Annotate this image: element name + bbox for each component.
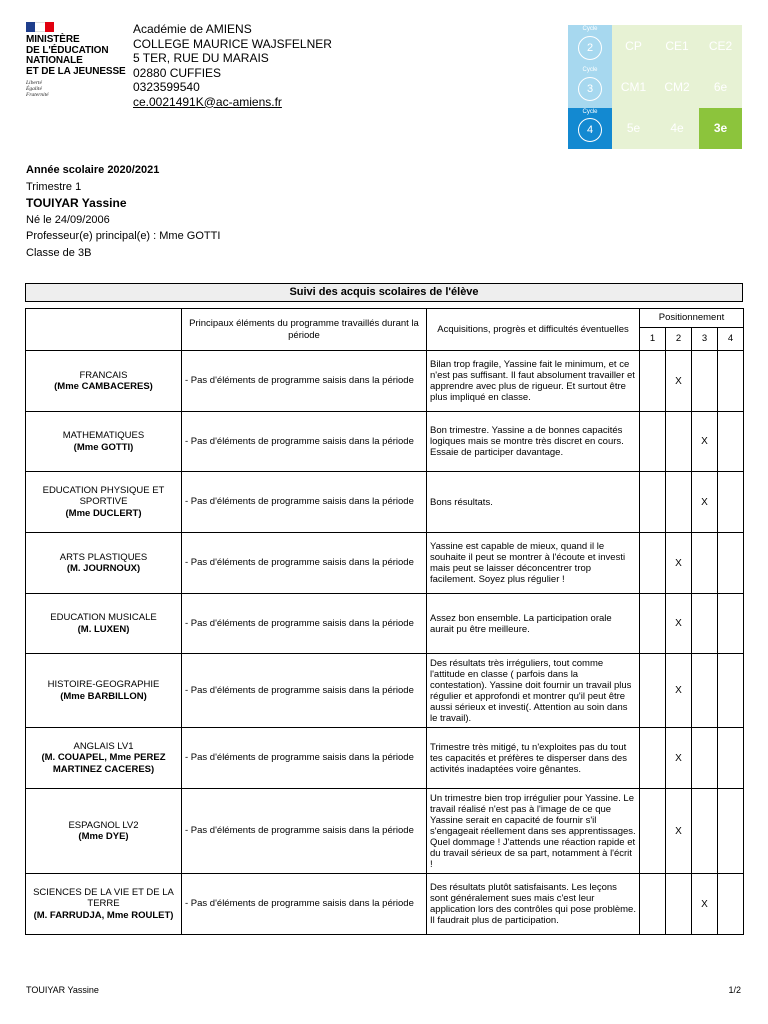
level-1-cell [640,874,666,935]
level-3-cell [692,654,718,728]
level-2-cell: X [666,728,692,789]
table-row [26,874,744,935]
level-1-cell [640,728,666,789]
level-3-cell: X [692,472,718,533]
level-1-cell [640,789,666,874]
level-4-cell [718,412,744,472]
level-2-cell: X [666,594,692,654]
subject-name: ARTS PLASTIQUES [59,551,148,563]
french-flag-icon [26,22,54,32]
school-email-link[interactable]: ce.0021491K@ac-amiens.fr [133,94,282,109]
subject-name: FRANCAIS [79,369,128,381]
program-cell: - Pas d'éléments de programme saisis dans la période [182,351,427,412]
subject-cell [26,654,182,728]
class-name: Classe de 3B [26,246,92,259]
comment-cell: Bons résultats. [427,472,640,533]
footer-student-name: TOUIYAR Yassine [26,985,99,995]
level-3-cell [692,351,718,412]
subject-name: EDUCATION PHYSIQUE ET SPORTIVE [42,484,165,508]
comment-cell: Un trimestre bien trop irrégulier pour Yassine. Le travail réalisé n'est pas à l'image de ce que Yassine serait en capacité de fournir s'il s'engageait réellement dans ses apprentissages. Quel dommage ! J'attends une réaction rapide et du travail sérieux de sa part, notamment à l'écrit ! [427,789,640,874]
school-name: COLLEGE MAURICE WAJSFELNER [133,36,332,51]
subject-name: ANGLAIS LV1 [73,740,134,752]
program-cell: - Pas d'éléments de programme saisis dans la période [182,533,427,594]
level-1-cell [640,412,666,472]
table-row [26,594,744,654]
school-phone: 0323599540 [133,80,200,94]
subject-teacher: (M. LUXEN) [77,623,130,635]
cycle-4-cell: Cycle 4 [568,108,612,149]
subject-teacher: (M. FARRUDJA, Mme ROULET) [33,909,174,921]
level-3-cell: X [692,874,718,935]
school-info [133,22,332,109]
level-2-cell [666,472,692,533]
subject-teacher: (Mme GOTTI) [73,441,134,453]
subject-name: EDUCATION MUSICALE [50,612,157,623]
ministry-name: MINISTÈRE DE L'ÉDUCATION NATIONALE ET DE LA JEUNESSE [26,34,126,77]
grade-cell: 4e [655,108,699,149]
student-name: TOUIYAR Yassine [26,196,127,210]
active-grade-cell: 3e [699,108,742,149]
school-year: Année scolaire 2020/2021 [26,164,160,176]
subject-cell [26,789,182,874]
level-1-cell [640,351,666,412]
level-4-cell [718,874,744,935]
level-3-cell [692,594,718,654]
table-row [26,654,744,728]
cycle-3-badge: 3 [578,77,602,101]
level-2-cell [666,874,692,935]
program-cell: - Pas d'éléments de programme saisis dans la période [182,728,427,789]
level-1-cell [640,654,666,728]
academy-name: Académie de AMIENS [133,22,252,36]
cycle-grid [568,25,742,149]
cycle-2-badge: 2 [578,36,602,60]
table-row [26,789,744,874]
comment-cell: Des résultats plutôt satisfaisants. Les leçons sont généralement sues mais c'est leur application lors des contrôles qui pose problème. Il faudrait plus de participation. [427,874,640,935]
subject-name: MATHEMATIQUES [62,430,145,441]
school-street: 5 TER, RUE DU MARAIS [133,51,269,65]
subject-column-header [26,309,182,351]
level-4-cell [718,533,744,594]
main-teacher: Professeur(e) principal(e) : Mme GOTTI [26,230,221,242]
comment-cell: Assez bon ensemble. La participation orale aurait pu être meilleure. [427,594,640,654]
level-2-cell [666,412,692,472]
table-row [26,472,744,533]
grade-cell: 5e [612,108,655,149]
level-1-cell [640,472,666,533]
level-2-header: 2 [666,328,692,351]
subject-teacher: (Mme CAMBACERES) [54,381,153,392]
subject-teacher: (M. JOURNOUX) [66,563,141,574]
section-title: Suivi des acquis scolaires de l'élève [25,283,743,302]
level-3-cell [692,728,718,789]
level-1-cell [640,594,666,654]
subject-name: HISTOIRE-GEOGRAPHIE [47,679,160,690]
subject-name: ESPAGNOL LV2 [68,819,139,831]
comment-cell: Des résultats très irréguliers, tout comme l'attitude en classe ( parfois dans la contestation). Yassine doit fournir un travail plus régulier et approfondi et montrer qu'il peut être aussi sérieux et investi(. Attention au soin dans le travail). [427,654,640,728]
grade-cell: CP [612,25,655,66]
grade-cell: 6e [699,66,742,107]
grade-cell: CM2 [655,66,699,107]
term: Trimestre 1 [26,180,82,193]
level-4-cell [718,654,744,728]
grade-cell: CE2 [699,25,742,66]
subject-cell [26,351,182,412]
table-row [26,351,744,412]
program-cell: - Pas d'éléments de programme saisis dans la période [182,472,427,533]
subject-cell [26,472,182,533]
subject-cell [26,412,182,472]
subject-teacher: (Mme BARBILLON) [60,690,147,702]
program-cell: - Pas d'éléments de programme saisis dans la période [182,594,427,654]
level-1-header: 1 [640,328,666,351]
level-3-header: 3 [692,328,718,351]
level-2-cell: X [666,789,692,874]
program-cell: - Pas d'éléments de programme saisis dans la période [182,412,427,472]
subject-cell [26,594,182,654]
level-4-cell [718,351,744,412]
republic-motto: Liberté Égalité Fraternité [26,80,49,98]
birth-date: Né le 24/09/2006 [26,213,110,226]
comment-cell: Bon trimestre. Yassine a de bonnes capacités logiques mais se montre très discret en cours. Essaie de participer davantage. [427,412,640,472]
positioning-header: Positionnement [640,309,744,328]
comment-cell: Trimestre très mitigé, tu n'exploites pas du tout tes capacités et préfères te disperser dans des activités inadaptées voire gênantes. [427,728,640,789]
level-3-cell [692,533,718,594]
subject-cell [26,728,182,789]
level-4-cell [718,789,744,874]
level-4-cell [718,472,744,533]
subject-name: SCIENCES DE LA VIE ET DE LA TERRE [33,886,174,910]
level-2-cell: X [666,654,692,728]
cycle-3-cell: Cycle 3 [568,66,612,107]
level-2-cell: X [666,351,692,412]
subject-teacher: (M. COUAPEL, Mme PEREZ MARTINEZ CACERES) [41,752,166,775]
school-city: 02880 CUFFIES [133,65,222,80]
subject-cell [26,533,182,594]
comment-cell: Yassine est capable de mieux, quand il le souhaite il peut se montrer à l'écoute et investi mais peut se laisser déconcentrer trop facilement. Soyez plus régulier ! [427,533,640,594]
program-cell: - Pas d'éléments de programme saisis dans la période [182,874,427,935]
acquisitions-column-header: Acquisitions, progrès et difficultés éventuelles [427,309,640,351]
level-3-cell: X [692,412,718,472]
table-row [26,728,744,789]
program-cell: - Pas d'éléments de programme saisis dans la période [182,654,427,728]
table-row [26,533,744,594]
subject-teacher: (Mme DUCLERT) [65,507,142,519]
program-column-header: Principaux éléments du programme travaillés durant la période [182,309,427,351]
level-4-header: 4 [718,328,744,351]
level-2-cell: X [666,533,692,594]
cycle-2-cell: Cycle 2 [568,25,612,66]
level-4-cell [718,728,744,789]
student-info [26,162,220,261]
ministry-logo [26,22,136,98]
program-cell: - Pas d'éléments de programme saisis dans la période [182,789,427,874]
level-4-cell [718,594,744,654]
subject-cell [26,874,182,935]
grade-cell: CM1 [612,66,655,107]
level-1-cell [640,533,666,594]
subject-teacher: (Mme DYE) [78,831,129,842]
cycle-4-badge: 4 [578,118,602,142]
grades-table [25,308,744,935]
page-number: 1/2 [728,985,741,995]
table-row [26,412,744,472]
grade-cell: CE1 [655,25,699,66]
comment-cell: Bilan trop fragile, Yassine fait le minimum, et ce n'est pas suffisant. Il faut absolument travailler et apprendre avec plus de rigueur. Et surtout être plus impliqué en classe. [427,351,640,412]
level-3-cell [692,789,718,874]
